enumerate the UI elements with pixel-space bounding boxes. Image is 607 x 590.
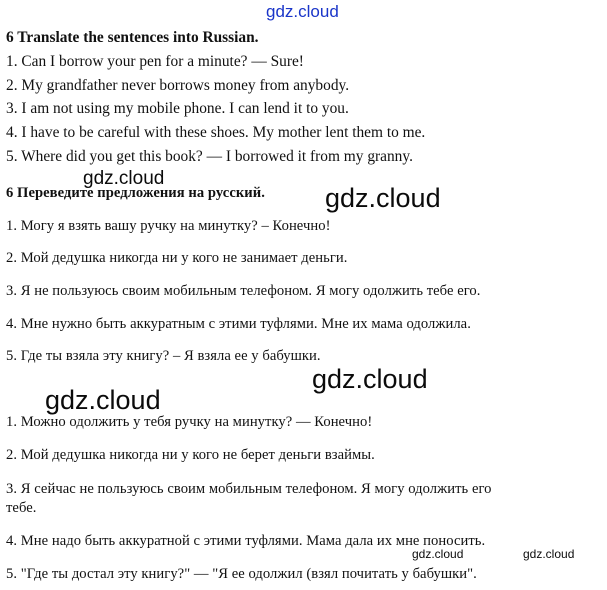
alt-translation: 1. Можно одолжить у тебя ручку на минутку? — Конечно! — [6, 414, 373, 430]
sentence: 3. I am not using my mobile phone. I can lend it to you. — [6, 100, 349, 117]
alt-translation: 5. "Где ты достал эту книгу?" — "Я ее одолжил (взял почитать у бабушки". — [6, 566, 477, 582]
translation: 1. Могу я взять вашу ручку на минутку? – Конечно! — [6, 218, 331, 234]
alt-translation: 3. Я сейчас не пользуюсь своим мобильным телефоном. Я могу одолжить его — [6, 481, 492, 497]
sentence: 5. Where did you get this book? — I borrowed it from my granny. — [6, 148, 413, 165]
exercise-heading-english: 6 Translate the sentences into Russian. — [6, 29, 259, 46]
alt-translation-continued: тебе. — [6, 500, 37, 516]
alt-translation: 2. Мой дедушка никогда ни у кого не берет деньги взаймы. — [6, 447, 375, 463]
translation: 5. Где ты взяла эту книгу? – Я взяла ее у бабушки. — [6, 348, 321, 364]
sentence: 2. My grandfather never borrows money from anybody. — [6, 77, 350, 94]
watermark: gdz.cloud — [325, 183, 441, 213]
alt-translation: 4. Мне надо быть аккуратной с этими туфлями. Мама дала их мне поносить. — [6, 533, 486, 549]
sentence: 1. Can I borrow your pen for a minute? — Sure! — [6, 53, 304, 70]
watermark: gdz.cloud — [523, 547, 575, 561]
translation: 4. Мне нужно быть аккуратным с этими туфлями. Мне их мама одолжила. — [6, 316, 471, 332]
sentence: 4. I have to be careful with these shoes. My mother lent them to me. — [6, 124, 426, 141]
watermark: gdz.cloud — [83, 168, 165, 189]
watermark: gdz.cloud — [45, 385, 161, 415]
watermark: gdz.cloud — [266, 2, 339, 21]
watermark: gdz.cloud — [312, 364, 428, 394]
exercise-heading-russian: 6 Переведите предложения на русский. — [6, 185, 265, 201]
translation: 2. Мой дедушка никогда ни у кого не занимает деньги. — [6, 250, 348, 266]
watermark: gdz.cloud — [412, 547, 464, 561]
translation: 3. Я не пользуюсь своим мобильным телефоном. Я могу одолжить тебе его. — [6, 283, 481, 299]
